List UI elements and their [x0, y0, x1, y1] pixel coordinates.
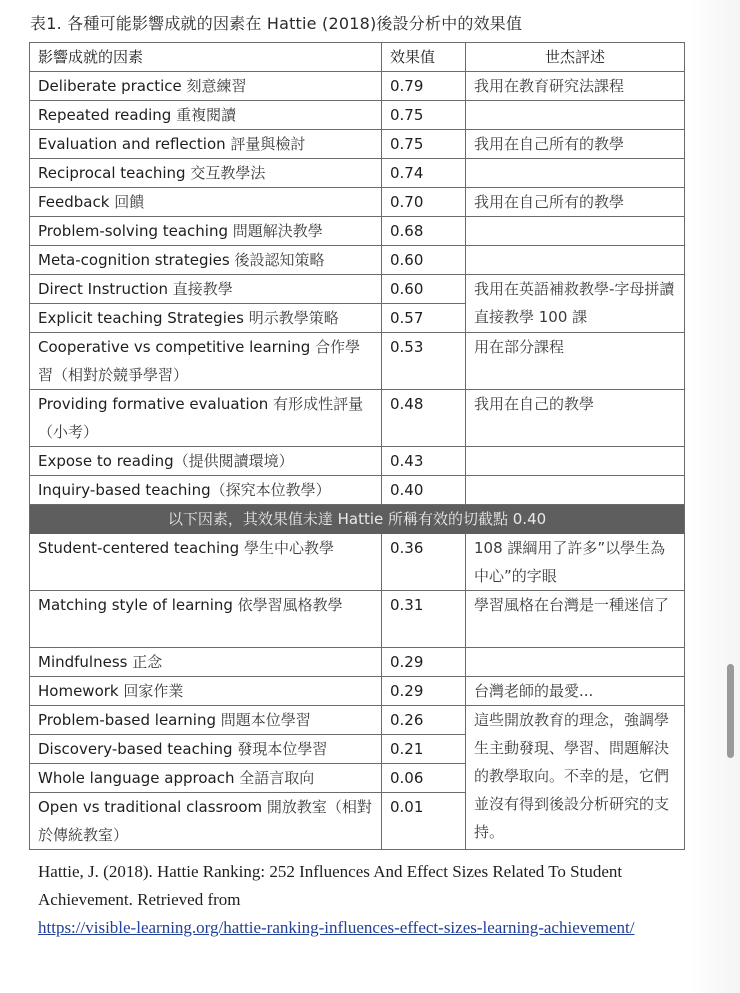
- factor-zh: 刻意練習: [186, 77, 247, 95]
- table-row: [30, 591, 685, 648]
- effect-cell: 0.06: [382, 764, 466, 793]
- factor-zh: 重複閱讀: [176, 106, 237, 124]
- factor-cell: [30, 217, 382, 246]
- factor-en: Problem-based learning: [38, 711, 216, 729]
- effect-cell: 0.57: [382, 304, 466, 333]
- comment-cell: 用在部分課程: [466, 333, 685, 390]
- factor-cell: [30, 275, 382, 304]
- table-row: [30, 101, 685, 130]
- effect-cell: 0.60: [382, 246, 466, 275]
- factor-zh: 發現本位學習: [237, 740, 328, 758]
- factor-en: Inquiry-based teaching: [38, 481, 211, 499]
- factor-cell: [30, 390, 382, 447]
- effect-cell: 0.53: [382, 333, 466, 390]
- comment-cell: 我用在教育研究法課程: [466, 72, 685, 101]
- factor-cell: [30, 476, 382, 505]
- header-comment: 世杰評述: [466, 43, 685, 72]
- comment-cell: [466, 648, 685, 677]
- comment-cell: 學習風格在台灣是一種迷信了: [466, 591, 685, 648]
- cutoff-banner: 以下因素，其效果值未達 Hattie 所稱有效的切截點 0.40: [30, 505, 685, 534]
- table-row: [30, 159, 685, 188]
- scrollbar-track[interactable]: [722, 0, 740, 993]
- comment-cell: [466, 246, 685, 275]
- factor-zh: 依學習風格教學: [237, 596, 343, 614]
- factor-zh: （提供閱讀環境）: [173, 452, 294, 470]
- effect-cell: 0.31: [382, 591, 466, 648]
- factor-en: Problem-solving teaching: [38, 222, 228, 240]
- factor-zh: 全語言取向: [239, 769, 315, 787]
- effect-cell: 0.36: [382, 534, 466, 591]
- factor-cell: [30, 735, 382, 764]
- factor-zh: 回家作業: [123, 682, 184, 700]
- table-row: [30, 476, 685, 505]
- factor-zh: 有形成性評量（小考）: [38, 395, 364, 441]
- factor-zh: 合作學習（相對於競爭學習）: [38, 338, 361, 384]
- factor-cell: [30, 648, 382, 677]
- comment-cell: [466, 476, 685, 505]
- effect-cell: 0.79: [382, 72, 466, 101]
- factor-cell: [30, 130, 382, 159]
- table-row: [30, 677, 685, 706]
- effect-cell: 0.29: [382, 648, 466, 677]
- effect-cell: 0.01: [382, 793, 466, 850]
- table-header-row: [30, 43, 685, 72]
- effect-cell: 0.29: [382, 677, 466, 706]
- effect-cell: 0.74: [382, 159, 466, 188]
- effect-cell: 0.75: [382, 130, 466, 159]
- table-caption: 表1. 各種可能影響成就的因素在 Hattie (2018)後設分析中的效果值: [30, 14, 523, 33]
- table-row: [30, 188, 685, 217]
- factor-zh: （探究本位教學）: [210, 481, 331, 499]
- factor-en: Explicit teaching Strategies: [38, 309, 244, 327]
- table-row: [30, 130, 685, 159]
- table-row: [30, 447, 685, 476]
- factor-en: Homework: [38, 682, 119, 700]
- factor-cell: [30, 101, 382, 130]
- table-row: [30, 275, 685, 304]
- effect-cell: 0.68: [382, 217, 466, 246]
- factor-zh: 問題解決教學: [232, 222, 323, 240]
- factor-zh: 正念: [132, 653, 163, 671]
- table-row: [30, 246, 685, 275]
- table-row: [30, 648, 685, 677]
- factor-en: Providing formative evaluation: [38, 395, 269, 413]
- factor-cell: [30, 333, 382, 390]
- factor-cell: [30, 534, 382, 591]
- factor-cell: [30, 591, 382, 648]
- comment-cell: 108 課綱用了許多”以學生為中心”的字眼: [466, 534, 685, 591]
- factor-cell: [30, 188, 382, 217]
- factor-cell: [30, 72, 382, 101]
- factor-zh: 交互教學法: [190, 164, 266, 182]
- scrollbar-thumb[interactable]: [727, 664, 734, 758]
- factor-en: Whole language approach: [38, 769, 235, 787]
- factor-zh: 學生中心教學: [243, 539, 334, 557]
- effect-cell: 0.40: [382, 476, 466, 505]
- factor-cell: [30, 159, 382, 188]
- factor-en: Cooperative vs competitive learning: [38, 338, 311, 356]
- effect-cell: 0.21: [382, 735, 466, 764]
- table-row: [30, 72, 685, 101]
- factor-en: Student-centered teaching: [38, 539, 240, 557]
- effect-size-table: [29, 42, 685, 850]
- factor-zh: 直接教學: [172, 280, 233, 298]
- reference-citation: [38, 858, 698, 942]
- reference-link[interactable]: https://visible-learning.org/hattie-ranking-influences-effect-sizes-learning-achievement/: [38, 918, 635, 937]
- table-row: [30, 706, 685, 735]
- factor-zh: 明示教學策略: [248, 309, 339, 327]
- comment-cell-merged: 我用在英語補救教學-字母拼讀直接教學 100 課: [466, 275, 685, 333]
- comment-cell: [466, 217, 685, 246]
- comment-cell-merged: 這些開放教育的理念，強調學生主動發現、學習、問題解決的教學取向。不幸的是，它們並沒有得到後設分析研究的支持。: [466, 706, 685, 850]
- factor-en: Matching style of learning: [38, 596, 233, 614]
- header-effect: 效果值: [382, 43, 466, 72]
- comment-cell: [466, 447, 685, 476]
- factor-en: Discovery-based teaching: [38, 740, 233, 758]
- factor-en: Deliberate practice: [38, 77, 182, 95]
- factor-cell: [30, 706, 382, 735]
- factor-en: Reciprocal teaching: [38, 164, 186, 182]
- factor-en: Mindfulness: [38, 653, 128, 671]
- factor-zh: 後設認知策略: [234, 251, 325, 269]
- cutoff-banner-row: [30, 505, 685, 534]
- factor-en: Evaluation and reflection: [38, 135, 226, 153]
- effect-cell: 0.70: [382, 188, 466, 217]
- comment-cell: [466, 159, 685, 188]
- factor-cell: [30, 447, 382, 476]
- factor-en: Open vs traditional classroom: [38, 798, 263, 816]
- factor-cell: [30, 304, 382, 333]
- comment-cell: 我用在自己所有的教學: [466, 188, 685, 217]
- factor-en: Repeated reading: [38, 106, 172, 124]
- comment-cell: 我用在自己的教學: [466, 390, 685, 447]
- reference-text: Hattie, J. (2018). Hattie Ranking: 252 Influences And Effect Sizes Related To Student Achievement. Retrieved from: [38, 862, 623, 909]
- factor-cell: [30, 793, 382, 850]
- factor-zh: 評量與檢討: [230, 135, 306, 153]
- comment-cell: 台灣老師的最愛...: [466, 677, 685, 706]
- effect-cell: 0.43: [382, 447, 466, 476]
- effect-cell: 0.48: [382, 390, 466, 447]
- comment-cell: 我用在自己所有的教學: [466, 130, 685, 159]
- header-factor: 影響成就的因素: [30, 43, 382, 72]
- table-row: [30, 390, 685, 447]
- factor-en: Meta-cognition strategies: [38, 251, 230, 269]
- effect-cell: 0.60: [382, 275, 466, 304]
- factor-cell: [30, 764, 382, 793]
- table-row: [30, 217, 685, 246]
- factor-en: Direct Instruction: [38, 280, 168, 298]
- factor-en: Feedback: [38, 193, 110, 211]
- factor-cell: [30, 246, 382, 275]
- effect-cell: 0.26: [382, 706, 466, 735]
- factor-cell: [30, 677, 382, 706]
- factor-zh: 開放教室（相對於傳統教室）: [38, 798, 372, 844]
- comment-cell: [466, 101, 685, 130]
- table-row: [30, 333, 685, 390]
- factor-zh: 問題本位學習: [220, 711, 311, 729]
- factor-en: Expose to reading: [38, 452, 174, 470]
- factor-zh: 回饋: [114, 193, 145, 211]
- table-row: [30, 534, 685, 591]
- effect-cell: 0.75: [382, 101, 466, 130]
